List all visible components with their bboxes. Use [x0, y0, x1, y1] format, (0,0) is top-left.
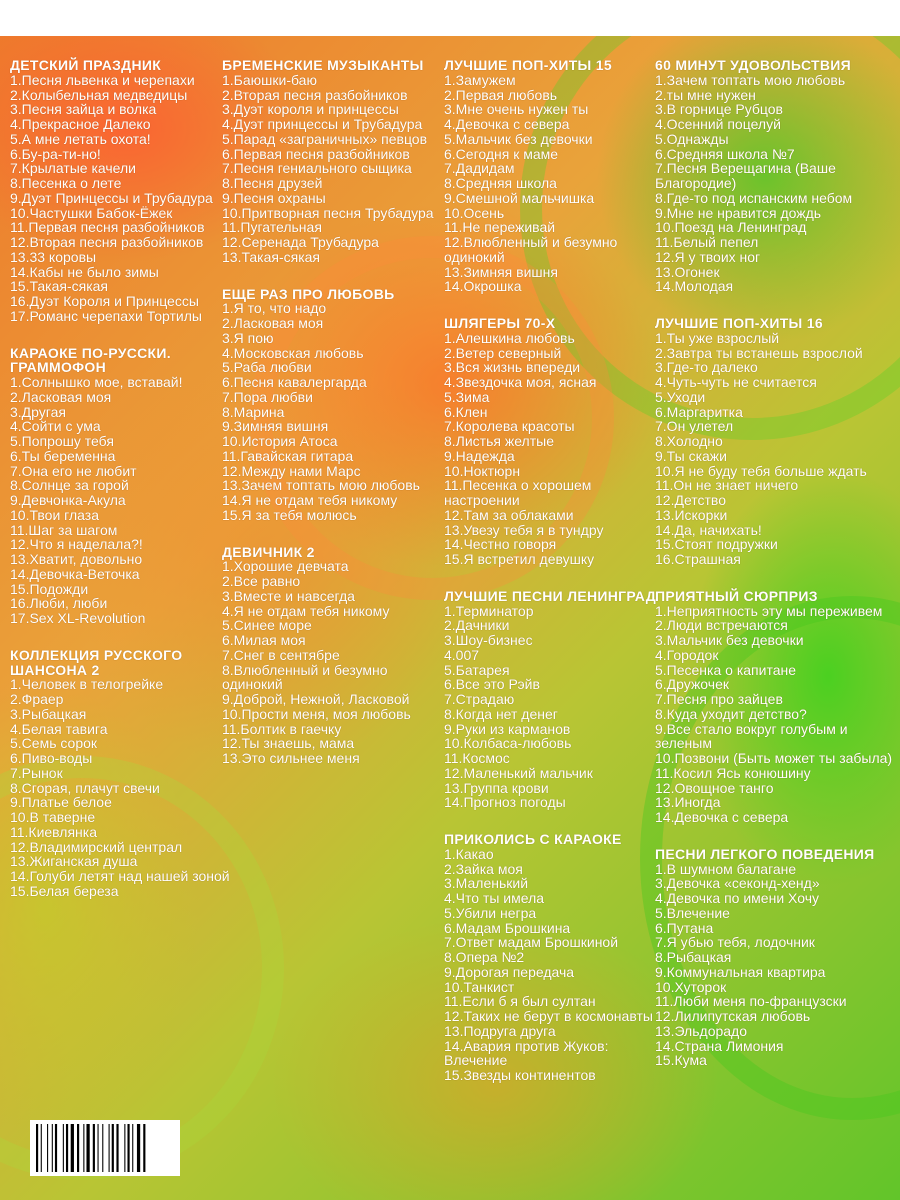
track-item: 3.Мальчик без девочки [655, 632, 804, 648]
track-item: 12.Владимирский централ [10, 838, 183, 855]
barcode-bar [63, 1124, 64, 1172]
track-item: 3.Дуэт короля и принцессы [222, 101, 399, 118]
album-title: ПЕСНИ ЛЕГКОГО ПОВЕДЕНИЯ [655, 845, 875, 862]
track-list [222, 73, 447, 265]
track-item: 14.Да, начихать! [655, 521, 762, 538]
track-item: 13.Зачем топтать мою любовь [222, 477, 420, 494]
track-item: 10.Позвони (Быть может ты забыла) [655, 750, 893, 766]
track-item: 6.Дружочек [655, 676, 729, 693]
track-list [222, 559, 447, 766]
track-item: 4.Осенний поцелуй [655, 116, 781, 132]
album-title: 60 МИНУТ УДОВОЛЬСТВИЯ [655, 57, 851, 73]
track-item: 10.Танкист [444, 978, 515, 995]
track-item: 4.Звездочка моя, ясная [444, 374, 597, 390]
track-item: 8.Листья желтые [444, 433, 554, 449]
track-item: 9.Надежда [444, 447, 515, 464]
track-item: 1.Терминатор [444, 602, 534, 619]
track-item: 7.Рынок [10, 764, 63, 781]
track-item: 14.Страна Лимония [655, 1037, 784, 1054]
track-item: 4.Дуэт принцессы и Трубадура [222, 116, 423, 132]
track-item: 2.Все равно [222, 573, 301, 589]
album-block [10, 648, 235, 899]
track-item: 4.Чуть-чуть не считается [655, 374, 817, 390]
track-item: 11.Белый пепел [655, 234, 759, 250]
track-item: 13.Огонек [655, 263, 720, 280]
track-item: 1.Песня львенка и черепахи [10, 71, 195, 88]
album-title: ЕЩЕ РАЗ ПРО ЛЮБОВЬ [222, 285, 395, 302]
track-item: 10.Я не буду тебя больше ждать [655, 462, 867, 479]
track-item: 2.Вторая песня разбойников [222, 86, 408, 103]
track-item: 7.Песня гениального сыщика [222, 160, 412, 177]
track-item: 14.Окрошка [444, 278, 522, 295]
album-block [444, 832, 669, 1083]
barcode-bar [66, 1124, 68, 1172]
track-item: 6.Песня кавалергарда [222, 374, 367, 390]
track-item: 5.Однажды [655, 130, 729, 147]
album-title: ПРИКОЛИСЬ С КАРАОКЕ [444, 831, 622, 847]
track-item: 1.Неприятность эту мы переживем [655, 602, 883, 619]
track-list [444, 73, 669, 294]
track-item: 5.Синее море [222, 617, 312, 634]
track-item: 2.Ласковая моя [10, 388, 112, 405]
album-block [444, 589, 669, 810]
track-item: 1.Замужем [444, 71, 516, 88]
track-item: 13.Зимняя вишня [444, 263, 558, 280]
track-item: 4.Девочка по имени Хочу [655, 890, 819, 906]
track-item: 12.Там за облаками [444, 506, 574, 523]
track-item: 13.Такая-сякая [222, 248, 321, 265]
barcode-bar [124, 1124, 125, 1172]
track-item: 8.Опера №2 [444, 949, 525, 965]
track-item: 3.Другая [10, 403, 66, 420]
barcode-bar [112, 1124, 114, 1172]
track-item: 6.Путана [655, 919, 714, 936]
track-item: 13.Увезу тебя я в тундру [444, 521, 604, 538]
track-item: 3.Рыбацкая [10, 705, 87, 722]
track-item: 6.Все это Рэйв [444, 676, 540, 693]
track-item: 7.Пора любви [222, 388, 313, 405]
track-item: 11.Косил Ясь конюшину [655, 764, 811, 781]
album-title: ЛУЧШИЕ ПЕСНИ ЛЕНИНГРАД [444, 587, 656, 604]
track-item: 5.Семь сорок [10, 735, 98, 752]
track-item: 5.Убили негра [444, 904, 537, 921]
track-list [444, 604, 669, 811]
track-item: 11.Космос [444, 750, 510, 766]
track-item: 3.Где-то далеко [655, 359, 758, 376]
track-item: 13.Жиганская душа [10, 853, 138, 870]
track-item: 6.Милая моя [222, 632, 306, 648]
track-item: 14.Кабы не было зимы [10, 263, 159, 280]
track-item: 9.Песня охраны [222, 189, 326, 206]
barcode-icon [30, 1120, 180, 1176]
track-item: 10.Осень [444, 204, 505, 221]
track-item: 1.Какао [444, 845, 494, 862]
barcode-bar [55, 1124, 57, 1172]
album-title: КОЛЛЕКЦИЯ РУССКОГО ШАНСОНА 2 [10, 646, 183, 678]
barcode-bar [127, 1124, 129, 1172]
track-list [655, 331, 893, 567]
track-item: 10.Ноктюрн [444, 462, 521, 479]
barcode-bar [52, 1124, 53, 1172]
track-item: 13.Группа крови [444, 779, 549, 796]
track-item: 12.Таких не берут в космонавты [444, 1008, 653, 1024]
track-item: 14.Прогноз погоды [444, 794, 566, 811]
album-block [10, 346, 235, 626]
track-item: 11.Шаг за шагом [10, 521, 118, 538]
album-block [655, 58, 893, 294]
track-item: 2.Люди встречаются [655, 617, 788, 634]
track-item: 14.Авария против Жуков: Влечение [444, 1037, 609, 1069]
track-item: 1.Хорошие девчата [222, 558, 349, 575]
track-item: 15.Кума [655, 1052, 707, 1069]
track-item: 4.Что ты имела [444, 890, 545, 906]
track-column-3 [444, 58, 669, 1105]
track-item: 8.Влюбленный и безумно одинокий [222, 661, 388, 693]
track-item: 11.Если б я был султан [444, 993, 596, 1010]
track-item: 8.Средняя школа [444, 175, 557, 191]
album-title: БРЕМЕНСКИЕ МУЗЫКАНТЫ [222, 57, 424, 73]
track-item: 9.Зимняя вишня [222, 418, 329, 435]
track-item: 14.Девочка с севера [655, 809, 789, 825]
track-item: 12.Лилипутская любовь [655, 1008, 811, 1024]
track-list [222, 301, 447, 522]
track-item: 5.Попрошу тебя [10, 433, 114, 449]
track-item: 15.Подожди [10, 580, 89, 597]
track-item: 8.Когда нет денег [444, 705, 558, 722]
album-block [10, 58, 235, 324]
track-item: 6.Мадам Брошкина [444, 919, 571, 936]
barcode-bar [83, 1124, 84, 1172]
barcode-bar [102, 1124, 103, 1172]
track-list [655, 862, 893, 1069]
barcode-bar [109, 1124, 110, 1172]
track-item: 11.Первая песня разбойников [10, 219, 205, 236]
track-item: 15.Звезды континентов [444, 1067, 596, 1083]
track-item: 7.Страдаю [444, 691, 515, 707]
album-title: КАРАОКЕ ПО-РУССКИ. ГРАММОФОН [10, 344, 171, 376]
track-item: 2.Зайка моя [444, 860, 523, 877]
track-list [444, 331, 669, 567]
barcode-bar [143, 1124, 145, 1172]
track-item: 5.Песенка о капитане [655, 661, 797, 678]
barcode-bar [98, 1124, 99, 1172]
track-item: 12.Детство [655, 492, 726, 508]
track-item: 9.Смешной мальчишка [444, 189, 595, 206]
track-item: 2.Ветер северный [444, 344, 562, 361]
track-column-2 [222, 58, 447, 788]
track-item: 13.Хватит, довольно [10, 551, 143, 567]
track-item: 14.Девочка-Веточка [10, 565, 140, 582]
barcode-bar [36, 1124, 38, 1172]
track-item: 1.Алешкина любовь [444, 329, 575, 346]
track-item: 1.Солнышко мое, вставай! [10, 374, 183, 390]
track-item: 15.Стоят подружки [655, 536, 778, 553]
track-list [655, 73, 893, 294]
track-item: 8.Рыбацкая [655, 949, 732, 965]
track-item: 3.Вся жизнь впереди [444, 359, 581, 376]
track-item: 2.Ласковая моя [222, 315, 324, 331]
track-item: 7.Ответ мадам Брошкиной [444, 934, 619, 951]
album-block [444, 58, 669, 294]
track-item: 13.Это сильнее меня [222, 750, 360, 766]
track-item: 13.Иногда [655, 794, 721, 811]
track-item: 3.Песня зайца и волка [10, 101, 157, 118]
track-item: 7.Песня Верещагина (Ваше Благородие) [655, 160, 836, 191]
track-item: 4.Городок [655, 646, 719, 663]
track-item: 7.Королева красоты [444, 418, 575, 435]
track-item: 6.Ты беременна [10, 447, 116, 464]
track-item: 1.Зачем топтать мою любовь [655, 71, 846, 88]
track-item: 9.Руки из карманов [444, 720, 571, 737]
track-item: 5.Зима [444, 388, 490, 405]
track-item: 12.Вторая песня разбойников [10, 234, 204, 250]
track-item: 9.Доброй, Нежной, Ласковой [222, 691, 410, 707]
track-item: 11.Гавайская гитара [222, 447, 354, 464]
track-item: 1.Человек в телогрейке [10, 676, 164, 693]
track-item: 5.Влечение [655, 904, 730, 921]
track-item: 9.Платье белое [10, 794, 112, 811]
track-item: 8.Песенка о лете [10, 175, 122, 191]
track-item: 9.Девчонка-Акула [10, 492, 126, 508]
track-item: 7.Я убью тебя, лодочник [655, 934, 815, 951]
album-title: ШЛЯГЕРЫ 70-Х [444, 315, 556, 331]
track-item: 3.Шоу-бизнес [444, 632, 533, 648]
track-column-4 [655, 58, 893, 1090]
track-item: 7.Снег в сентябре [222, 646, 340, 663]
barcode-bar [116, 1124, 118, 1172]
track-item: 3.Маленький [444, 875, 529, 892]
track-item: 6.Бу-ра-ти-но! [10, 145, 101, 162]
track-item: 12.Маленький мальчик [444, 764, 593, 781]
track-item: 3.Вместе и навсегда [222, 587, 355, 604]
album-title: ПРИЯТНЫЙ СЮРПРИЗ [655, 587, 818, 604]
track-item: 8.Куда уходит детство? [655, 705, 807, 722]
track-item: 1.Ты уже взрослый [655, 329, 780, 346]
track-item: 4.007 [444, 646, 480, 663]
album-block [222, 545, 447, 766]
track-item: 1.В шумном балагане [655, 860, 797, 877]
track-item: 2.Фраер [10, 691, 64, 707]
track-item: 8.Холодно [655, 433, 723, 449]
barcode-bar [86, 1124, 89, 1172]
track-list [655, 604, 893, 825]
track-item: 12.Я у твоих ног [655, 248, 761, 265]
track-item: 10.Частушки Бабок-Ёжек [10, 204, 173, 221]
track-item: 6.Первая песня разбойников [222, 145, 410, 162]
track-item: 11.Люби меня по-французски [655, 993, 847, 1010]
track-list [10, 375, 235, 626]
track-item: 11.Песенка о хорошем настроении [444, 477, 592, 508]
track-item: 10.Поезд на Ленинград [655, 219, 807, 236]
track-item: 15.Я встретил девушку [444, 551, 595, 567]
album-block [444, 316, 669, 567]
track-column-1 [10, 58, 235, 921]
track-item: 8.Сгорая, плачут свечи [10, 779, 160, 796]
track-item: 9.Дорогая передача [444, 963, 575, 980]
track-item: 7.Он улетел [655, 418, 734, 435]
track-item: 10.Хуторок [655, 978, 727, 995]
track-item: 10.Прости меня, моя любовь [222, 705, 411, 722]
track-item: 13.Эльдорадо [655, 1022, 748, 1039]
track-item: 1.Баюшки-баю [222, 71, 317, 88]
track-item: 9.Коммунальная квартира [655, 963, 826, 980]
track-item: 14.Молодая [655, 278, 734, 295]
track-item: 16.Люби, люби [10, 595, 108, 612]
track-item: 12.Между нами Марс [222, 462, 361, 479]
track-item: 13.33 коровы [10, 248, 97, 265]
track-item: 4.Белая тавига [10, 720, 108, 737]
track-item: 3.Мне очень нужен ты [444, 101, 589, 118]
track-item: 11.Киевлянка [10, 823, 98, 840]
track-item: 11.Он не знает ничего [655, 477, 799, 494]
track-item: 6.Средняя школа №7 [655, 145, 795, 162]
track-item: 12.Влюбленный и безумно одинокий [444, 234, 618, 265]
track-item: 10.В таверне [10, 809, 96, 825]
track-item: 4.Я не отдам тебя никому [222, 602, 390, 619]
track-item: 5.Раба любви [222, 359, 312, 376]
track-item: 12.Овощное танго [655, 779, 774, 796]
barcode-bar [47, 1124, 48, 1172]
album-block [655, 589, 893, 825]
track-item: 4.Сойти с ума [10, 418, 101, 435]
album-block [655, 316, 893, 567]
track-item: 15.Такая-сякая [10, 278, 109, 295]
track-item: 5.А мне летать охота! [10, 130, 151, 147]
track-item: 11.Пугательная [222, 219, 322, 236]
track-item: 12.Ты знаешь, мама [222, 735, 355, 752]
track-item: 10.Колбаса-любовь [444, 735, 572, 752]
track-item: 5.Уходи [655, 388, 706, 405]
track-item: 7.Крылатые качели [10, 160, 136, 177]
track-item: 3.В горнице Рубцов [655, 101, 783, 118]
album-title: ЛУЧШИЕ ПОП-ХИТЫ 15 [444, 57, 612, 73]
track-item: 17.Sex XL-Revolution [10, 610, 146, 626]
track-item: 7.Она его не любит [10, 462, 137, 479]
track-item: 13.Подруга друга [444, 1022, 556, 1039]
track-list [444, 847, 669, 1083]
track-item: 9.Мне не нравится дождь [655, 204, 822, 221]
track-item: 6.Пиво-воды [10, 750, 93, 766]
track-item: 15.Белая береза [10, 882, 119, 899]
track-item: 8.Солнце за горой [10, 477, 129, 494]
track-item: 10.Притворная песня Трубадура [222, 204, 434, 221]
track-item: 7.Дадидам [444, 160, 515, 177]
track-item: 7.Песня про зайцев [655, 691, 783, 707]
track-item: 6.Клен [444, 403, 488, 420]
track-item: 16.Страшная [655, 551, 741, 567]
track-item: 17.Романс черепахи Тортилы [10, 307, 202, 324]
track-item: 1.Я то, что надо [222, 300, 327, 317]
track-item: 8.Где-то под испанским небом [655, 189, 853, 206]
track-item: 6.Маргаритка [655, 403, 743, 420]
track-item: 11.Не переживай [444, 219, 556, 236]
album-block [655, 847, 893, 1068]
barcode-bar [137, 1124, 140, 1172]
track-item: 9.Все стало вокруг голубым и зеленым [655, 720, 848, 752]
track-item: 2.Первая любовь [444, 86, 558, 103]
track-item: 9.Ты скажи [655, 447, 727, 464]
barcode-bar [71, 1124, 74, 1172]
track-item: 8.Песня друзей [222, 175, 323, 191]
track-item: 12.Что я наделала?! [10, 536, 143, 553]
album-block [222, 58, 447, 265]
album-title: ЛУЧШИЕ ПОП-ХИТЫ 16 [655, 315, 823, 331]
track-item: 14.Честно говоря [444, 536, 557, 553]
track-item: 5.Парад «заграничных» певцов [222, 130, 428, 147]
track-item: 8.Марина [222, 403, 285, 420]
album-title: ДЕВИЧНИК 2 [222, 543, 315, 560]
track-item: 12.Серенада Трубадура [222, 234, 379, 250]
track-item: 15.Я за тебя молюсь [222, 506, 357, 523]
track-item: 4.Прекрасное Далеко [10, 116, 151, 132]
barcode-bar [93, 1124, 95, 1172]
track-item: 3.Девочка «секонд-хенд» [655, 875, 820, 892]
barcode-bar [77, 1124, 79, 1172]
cover-artwork [0, 36, 900, 1200]
track-item: 2.Колыбельная медведицы [10, 86, 188, 103]
track-list [10, 73, 235, 324]
track-list [10, 677, 235, 898]
track-item: 2.Дачники [444, 617, 510, 634]
album-block [222, 287, 447, 523]
barcode-bar [132, 1124, 133, 1172]
track-item: 6.Сегодня к маме [444, 145, 559, 162]
track-item: 16.Дуэт Короля и Принцессы [10, 293, 199, 309]
track-item: 13.Искорки [655, 506, 728, 523]
track-item: 4.Девочка с севера [444, 116, 570, 132]
track-item: 5.Мальчик без девочки [444, 130, 593, 147]
track-item: 4.Московская любовь [222, 344, 364, 361]
track-item: 2.Завтра ты встанешь взрослой [655, 344, 863, 361]
track-item: 3.Я пою [222, 329, 274, 346]
track-item: 11.Болтик в гаечку [222, 720, 342, 737]
track-item: 5.Батарея [444, 661, 510, 678]
barcode-bar [41, 1124, 42, 1172]
track-item: 14.Я не отдам тебя никому [222, 492, 398, 508]
track-item: 10.Твои глаза [10, 506, 99, 523]
album-title: ДЕТСКИЙ ПРАЗДНИК [10, 57, 162, 73]
track-item: 9.Дуэт Принцессы и Трубадура [10, 189, 213, 206]
track-item: 14.Голуби летят над нашей зоной [10, 868, 230, 884]
track-item: 2.ты мне нужен [655, 86, 756, 103]
track-item: 10.История Атоса [222, 433, 338, 449]
